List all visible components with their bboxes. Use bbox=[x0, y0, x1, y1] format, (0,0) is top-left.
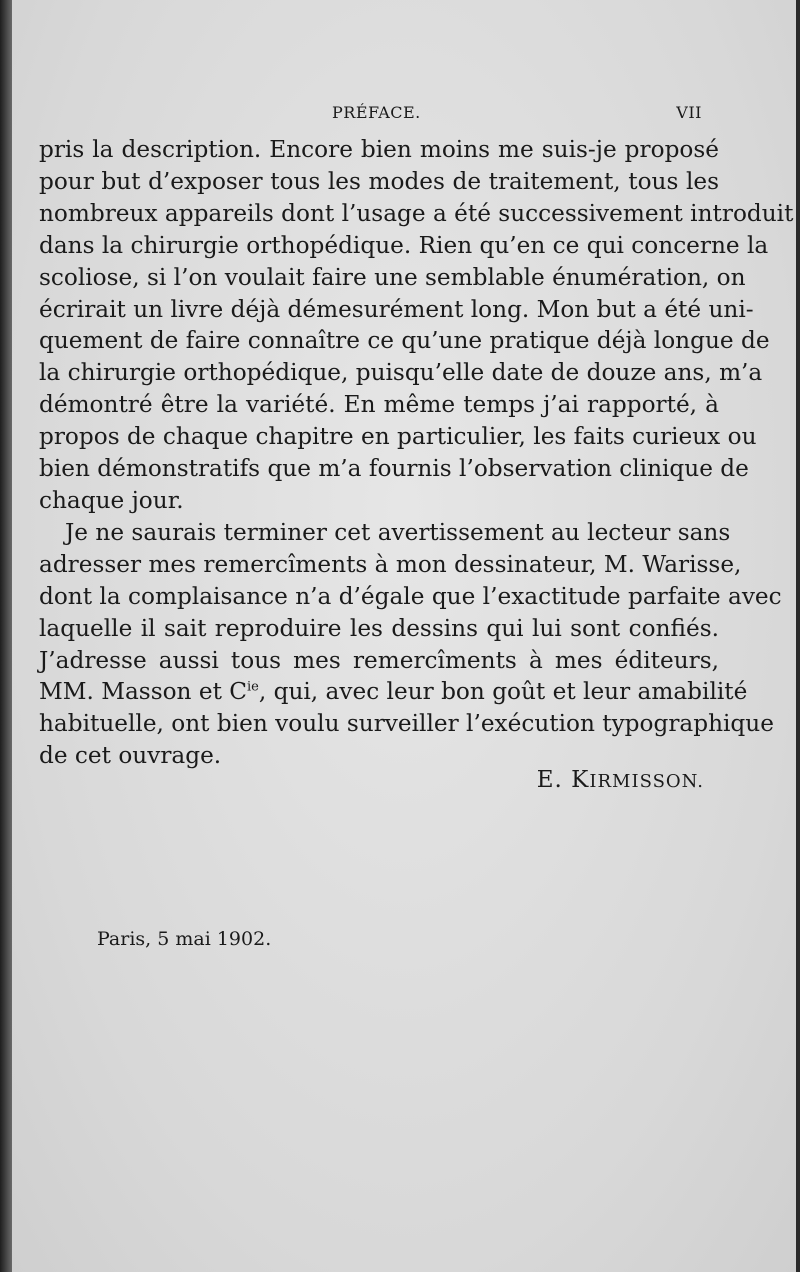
signature-name-capital: K bbox=[571, 767, 590, 793]
author-signature bbox=[537, 767, 704, 793]
text-line: bien démonstratifs que m’a fournis l’observation clinique de bbox=[39, 455, 749, 483]
text-line: J’adresse aussi tous mes remercîments à mes éditeurs, bbox=[39, 646, 719, 674]
text-line: adresser mes remercîments à mon dessinateur, M. Warisse, bbox=[39, 550, 742, 578]
page-number: VII bbox=[676, 103, 702, 122]
text-line: quement de faire connaître ce qu’une pratique déjà longue de bbox=[39, 327, 770, 355]
running-title: PRÉFACE. bbox=[332, 103, 421, 122]
text-line: pour but d’exposer tous les modes de traitement, tous les bbox=[39, 167, 719, 195]
preface-body bbox=[39, 134, 794, 772]
text-line: dont la complaisance n’a d’égale que l’exactitude parfaite avec bbox=[39, 582, 782, 610]
signature-initial: E. bbox=[536, 767, 563, 793]
text-line: chaque jour. bbox=[39, 486, 184, 514]
text-line: la chirurgie orthopédique, puisqu’elle date de douze ans, m’a bbox=[39, 359, 763, 387]
running-header bbox=[12, 103, 796, 127]
text-line: habituelle, ont bien voulu surveiller l’exécution typographique bbox=[39, 710, 774, 738]
text-line: laquelle il sait reproduire les dessins qui lui sont confiés. bbox=[39, 614, 719, 642]
signature-name-smallcaps: IRMISSON. bbox=[589, 771, 704, 792]
text-line: Je ne saurais terminer cet avertissement au lecteur sans bbox=[65, 518, 731, 546]
text-line: de cet ouvrage. bbox=[39, 742, 222, 770]
text-line: scoliose, si l’on voulait faire une semblable énumération, on bbox=[39, 263, 746, 291]
text-line: écrirait un livre déjà démesurément long. Mon but a été uni- bbox=[39, 295, 754, 323]
text-line: MM. Masson et $C^{ie}$, qui, avec leur bon goût et leur amabilité bbox=[39, 678, 748, 706]
place-date-line: Paris, 5 mai 1902. bbox=[97, 928, 272, 950]
text-line: dans la chirurgie orthopédique. Rien qu’en ce qui concerne la bbox=[39, 231, 769, 259]
text-line: propos de chaque chapitre en particulier, les faits curieux ou bbox=[39, 423, 757, 451]
page-edge-shadow bbox=[0, 0, 12, 1272]
text-line: démontré être la variété. En même temps j’ai rapporté, à bbox=[39, 391, 719, 419]
text-line: pris la description. Encore bien moins me suis-je proposé bbox=[39, 136, 719, 163]
book-page bbox=[12, 0, 796, 1272]
text-line: nombreux appareils dont l’usage a été successivement introduit bbox=[39, 199, 794, 227]
